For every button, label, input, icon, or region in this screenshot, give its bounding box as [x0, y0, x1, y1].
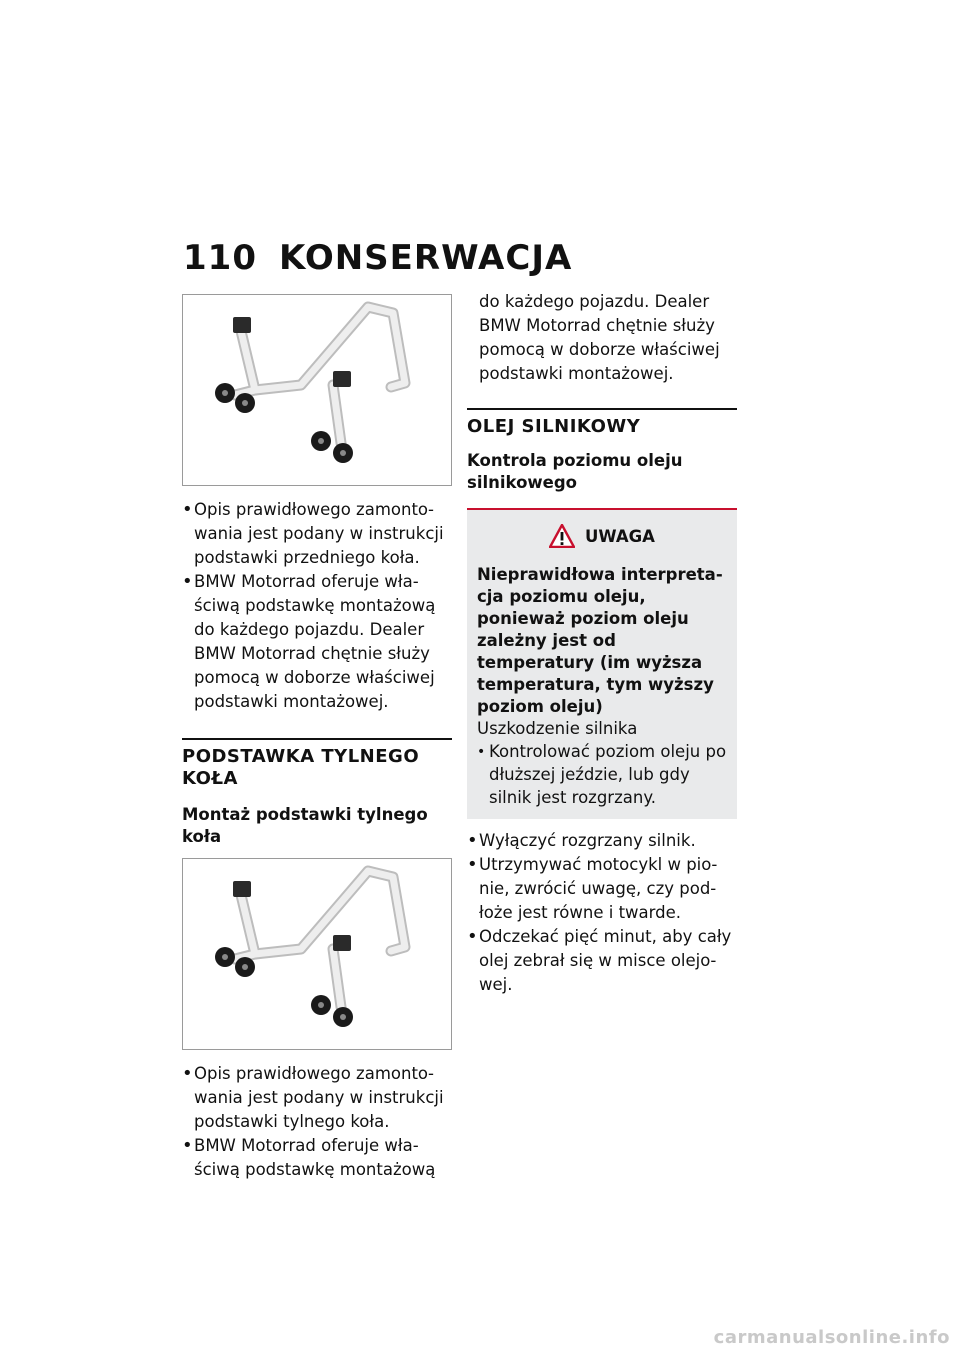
list-item: • Opis prawidłowego zamontowania jest podany w instrukcji podstawki przedniego koła. [182, 498, 452, 570]
rear-stand-notes [182, 1062, 452, 1182]
warning-header [477, 524, 727, 548]
motorcycle-rear-stand [183, 859, 451, 1049]
list-item: • Utrzymywać motocykl w pionie, zwrócić uwagę, czy podłoże jest równe i twarde. [467, 853, 737, 925]
watermark: carmanualsonline.info [713, 1327, 950, 1348]
list-item: • Wyłączyć rozgrzany silnik. [467, 829, 737, 853]
warning-triangle-icon [549, 524, 575, 548]
rear-stand-figure [182, 858, 452, 1050]
section-heading-rear-stand: PODSTAWKA TYLNEGO KOŁA [182, 738, 452, 790]
page-header [183, 238, 572, 278]
section-heading-engine-oil: OLEJ SILNIKOWY [467, 408, 737, 438]
continued-text: do każdego pojazdu. Dealer BMW Motorrad chętnie służy pomocą w doborze właściwej podstawki montażowej. [479, 292, 720, 383]
warning-measures [477, 740, 727, 809]
list-item: • BMW Motorrad oferuje właściwą podstawkę montażową [182, 1134, 452, 1182]
oil-check-steps [467, 829, 737, 997]
page-number: 110 [183, 238, 257, 278]
subheading-rear-stand-mount: Montaż podstawki tylnego koła [182, 805, 428, 846]
list-item: • BMW Motorrad oferuje właściwą podstawkę montażową do każdego pojazdu. Dealer BMW Motorrad chętnie służy pomocą w doborze właściwej podstawki montażowej. [182, 570, 452, 714]
list-item: • Odczekać pięć minut, aby cały olej zebrał się w misce olejowej. [467, 925, 737, 997]
front-stand-figure [182, 294, 452, 486]
warning-consequence: Uszkodzenie silnika [477, 719, 638, 738]
list-item: • Opis prawidłowego zamontowania jest podany w instrukcji podstawki tylnego koła. [182, 1062, 452, 1134]
warning-box [467, 508, 737, 819]
left-column [182, 294, 452, 1182]
chapter-title: KONSERWACJA [279, 238, 573, 278]
front-stand-notes [182, 498, 452, 714]
motorcycle-front-stand [183, 295, 451, 485]
subheading-oil-level-check: Kontrola poziomu oleju silnikowego [467, 451, 683, 492]
warning-title: UWAGA [585, 526, 655, 546]
warning-hazard: Nieprawidłowa interpretacja poziomu oleju, ponieważ poziom oleju zależny jest od temperatury (im wyższa temperatura, tym wyższy poziom oleju) [477, 565, 723, 716]
list-item: • Kontrolować poziom oleju po dłuższej jeździe, lub gdy silnik jest rozgrzany. [477, 740, 727, 809]
right-column [467, 290, 737, 997]
